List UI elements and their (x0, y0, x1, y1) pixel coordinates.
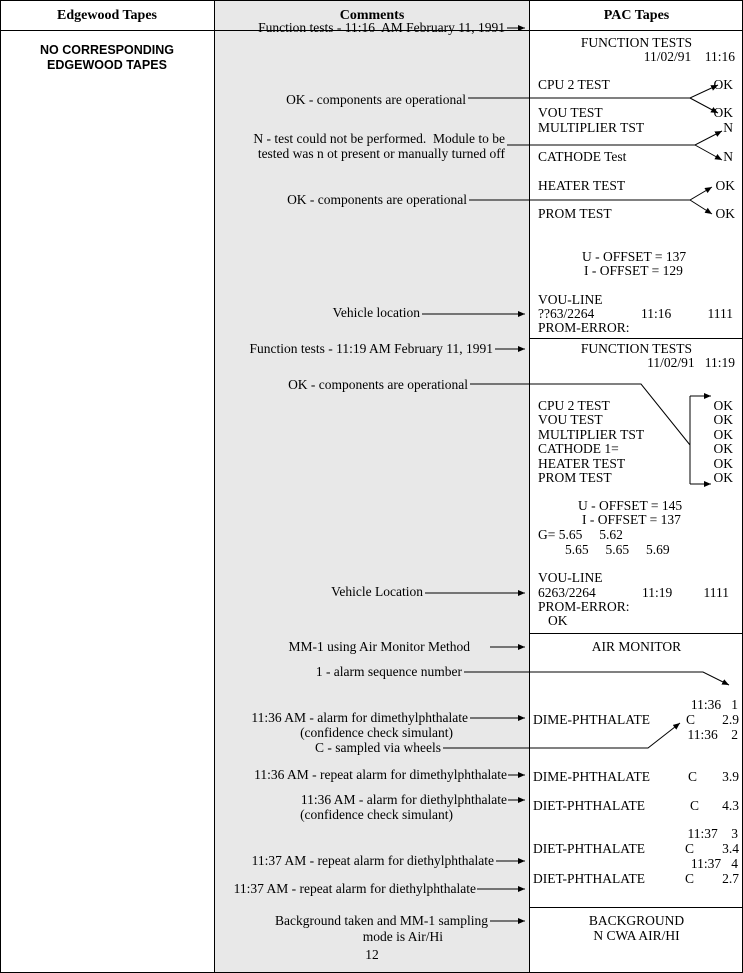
alarm-time-seq: 11:36 1 (690, 697, 738, 712)
pac1-location: ??63/2264 (538, 306, 595, 321)
pac1-code: 1111 (707, 306, 733, 321)
pac2-test-result: OK (713, 470, 733, 485)
comment: OK - components are operational (286, 92, 466, 107)
pac2-time: 11:19 (642, 585, 673, 600)
comment: (confidence check simulant) (300, 725, 453, 740)
alarm-value: 2.7 (722, 871, 739, 886)
pac2-i-offset: I - OFFSET = 137 (582, 512, 681, 527)
comment: OK - components are operational (287, 192, 467, 207)
pac2-u-offset: U - OFFSET = 145 (578, 498, 683, 513)
comment: MM-1 using Air Monitor Method (288, 639, 470, 654)
pac2-test-result: OK (713, 456, 733, 471)
pac1-test-name: HEATER TEST (538, 178, 626, 193)
comment: Vehicle location (332, 305, 420, 320)
comment: C - sampled via wheels (315, 740, 441, 755)
alarm-mode: C (685, 841, 695, 856)
pac1-i-offset: I - OFFSET = 129 (584, 263, 683, 278)
pac1-test-result: OK (715, 178, 735, 193)
comment: (confidence check simulant) (300, 807, 453, 822)
pac1-u-offset: U - OFFSET = 137 (582, 249, 687, 264)
alarm-time-seq: 11:37 4 (690, 856, 738, 871)
pac2-test-result: OK (713, 427, 733, 442)
pac2-code: 1111 (703, 585, 729, 600)
pac2-test-result: OK (713, 412, 733, 427)
alarm-value: 3.9 (722, 769, 739, 784)
alarm-mode: C (690, 798, 700, 813)
pac2-test-name: CATHODE 1= (538, 441, 619, 456)
pac1-test-result: OK (713, 77, 733, 92)
alarm-agent: DIME-PHTHALATE (533, 712, 650, 727)
pac2-title: FUNCTION TESTS (580, 341, 693, 356)
background-line1: BACKGROUND (588, 913, 685, 928)
pac1-test-name: CATHODE Test (538, 149, 627, 164)
air-monitor-title: AIR MONITOR (591, 639, 682, 654)
comment: 1 - alarm sequence number (315, 664, 462, 679)
pac2-prom-status: OK (548, 613, 568, 628)
pac1-test-result: OK (713, 105, 733, 120)
pac2-test-result: OK (713, 398, 733, 413)
edgewood-note: EDGEWOOD TAPES (47, 58, 167, 72)
pac2-g-values: G= 5.65 5.62 (538, 527, 623, 542)
pac1-title: FUNCTION TESTS (580, 35, 693, 50)
alarm-agent: DIET-PHTHALATE (533, 798, 645, 813)
arrow (690, 200, 712, 214)
pac1-test-name: PROM TEST (538, 206, 612, 221)
pac1-test-name: MULTIPLIER TST (538, 120, 645, 135)
comment: N - test could not be performed. Module to be (253, 131, 505, 146)
pac2-location: 6263/2264 (538, 585, 596, 600)
pac1-test-result: OK (715, 206, 735, 221)
pac2-test-name: CPU 2 TEST (538, 398, 610, 413)
pac1-test-name: VOU TEST (538, 105, 603, 120)
background-line2: N CWA AIR/HI (593, 928, 680, 943)
pac1-prom-error: PROM-ERROR: (538, 320, 630, 335)
comment: OK - components are operational (288, 377, 468, 392)
comment: 11:37 AM - repeat alarm for diethylphthalate (251, 853, 494, 868)
arrow (507, 131, 722, 145)
arrow (695, 145, 722, 160)
pac2-vou-line: VOU-LINE (538, 570, 603, 585)
arrow (690, 98, 718, 113)
alarm-mode: C (686, 712, 696, 727)
comment: Function tests - 11:19 AM February 11, 1991 (249, 341, 493, 356)
pac1-vou-line: VOU-LINE (538, 292, 603, 307)
comment: 11:37 AM - repeat alarm for diethylphthalate (233, 881, 476, 896)
page-number: 12 (365, 947, 379, 962)
pac1-time: 11:16 (641, 306, 672, 321)
pac1-test-result: N (723, 149, 733, 164)
comment: 11:36 AM - alarm for diethylphthalate (300, 792, 507, 807)
pac1-test-name: CPU 2 TEST (538, 77, 610, 92)
comment: mode is Air/Hi (362, 929, 443, 944)
alarm-value: 2.9 (722, 712, 739, 727)
comment: 11:36 AM - repeat alarm for dimethylphthalate (254, 767, 507, 782)
pac2-g-values: 5.65 5.65 5.69 (565, 542, 670, 557)
pac1-test-result: N (723, 120, 733, 135)
comment: 11:36 AM - alarm for dimethylphthalate (251, 710, 468, 725)
arrow (468, 85, 718, 98)
header-comments: Comments (339, 8, 405, 23)
arrow (469, 187, 712, 200)
pac2-datetime: 11/02/91 11:19 (647, 355, 735, 370)
comment: tested was n ot present or manually turned off (257, 146, 505, 161)
comment: Background taken and MM-1 sampling (275, 913, 488, 928)
alarm-time-seq: 11:37 3 (687, 826, 738, 841)
alarm-agent: DIET-PHTHALATE (533, 841, 645, 856)
alarm-mode: C (688, 769, 698, 784)
alarm-agent: DIET-PHTHALATE (533, 871, 645, 886)
alarm-mode: C (685, 871, 695, 886)
pac2-test-result: OK (713, 441, 733, 456)
pac2-test-name: MULTIPLIER TST (538, 427, 645, 442)
alarm-time-seq: 11:36 2 (687, 727, 738, 742)
pac2-test-name: PROM TEST (538, 470, 612, 485)
pac2-test-name: HEATER TEST (538, 456, 626, 471)
pac2-test-name: VOU TEST (538, 412, 603, 427)
pac1-datetime: 11/02/91 11:16 (643, 49, 735, 64)
comment: Vehicle Location (331, 584, 423, 599)
arrow (443, 723, 680, 748)
header-pac-tapes: PAC Tapes (603, 8, 670, 23)
arrow (470, 384, 690, 445)
arrow (464, 672, 729, 685)
alarm-value: 3.4 (722, 841, 739, 856)
pac2-prom-error: PROM-ERROR: (538, 599, 630, 614)
alarm-value: 4.3 (722, 798, 739, 813)
alarm-agent: DIME-PHTHALATE (533, 769, 650, 784)
edgewood-note: NO CORRESPONDING (39, 43, 175, 57)
comment: Function tests - 11:16 AM February 11, 1991 (258, 20, 505, 35)
header-edgewood-tapes: Edgewood Tapes (57, 8, 157, 23)
